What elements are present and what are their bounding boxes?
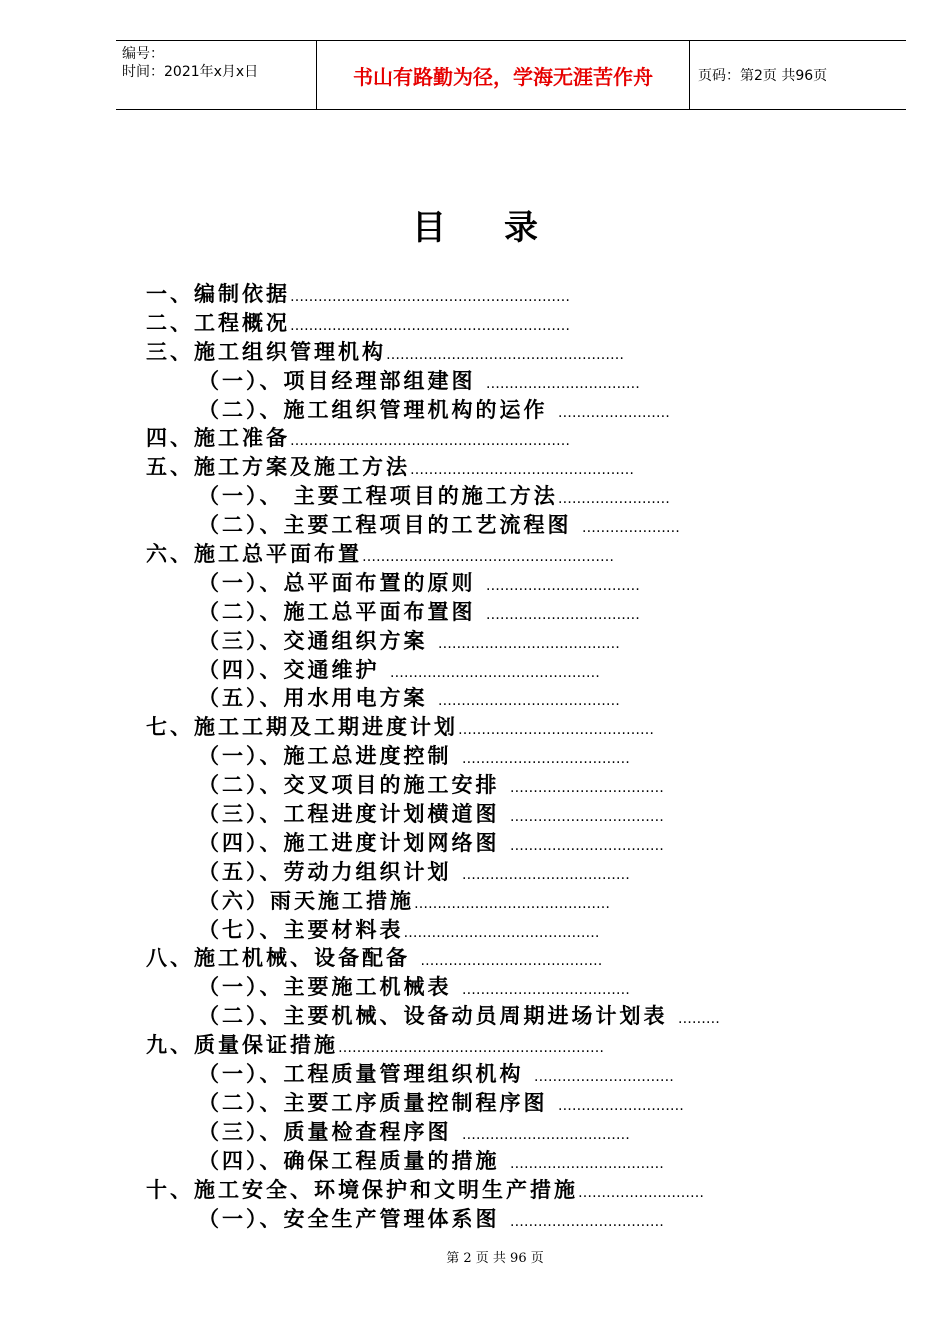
toc-entry-text: （二）、施工组织管理机构的运作 bbox=[198, 397, 558, 422]
toc-entry-text: （四）、交通维护 bbox=[198, 657, 390, 682]
toc-leader-dots: ……………………………… bbox=[461, 982, 630, 999]
toc-entry-text: 六、施工总平面布置 bbox=[146, 542, 362, 567]
toc-entry[interactable] bbox=[146, 944, 766, 973]
toc-entry-text: （三）、交通组织方案 bbox=[198, 628, 438, 653]
toc-entry[interactable] bbox=[146, 1002, 766, 1031]
toc-leader-dots: ……………………………… bbox=[461, 866, 630, 883]
toc-leader-dots: ……………………………… bbox=[461, 1126, 630, 1143]
toc-leader-dots: …………………………………………………… bbox=[290, 433, 570, 450]
code-label: 编号： bbox=[122, 46, 164, 62]
toc-leader-dots: ……………………… bbox=[557, 1097, 684, 1114]
toc-entry[interactable] bbox=[146, 511, 766, 540]
toc-entry[interactable] bbox=[146, 916, 766, 945]
toc-leader-dots: ………………………………………… bbox=[410, 462, 634, 479]
toc-leader-dots: ……………………………………… bbox=[389, 664, 600, 681]
toc-entry[interactable] bbox=[146, 396, 766, 425]
toc-entry[interactable] bbox=[146, 887, 766, 916]
toc-entry[interactable] bbox=[146, 338, 766, 367]
toc-entry-text: 二、工程概况 bbox=[146, 310, 290, 335]
toc-entry-text: （五）、劳动力组织计划 bbox=[198, 859, 462, 884]
toc-entry[interactable] bbox=[146, 569, 766, 598]
toc-entry[interactable] bbox=[146, 973, 766, 1002]
toc-entry-text: 四、施工准备 bbox=[146, 426, 290, 451]
toc-entry[interactable] bbox=[146, 829, 766, 858]
toc-leader-dots: …………………………… bbox=[485, 375, 640, 392]
toc-entry-text: 五、施工方案及施工方法 bbox=[146, 455, 410, 480]
toc-entry[interactable] bbox=[146, 713, 766, 742]
toc-entry[interactable] bbox=[146, 540, 766, 569]
toc-entry[interactable] bbox=[146, 1118, 766, 1147]
toc-leader-dots: …………………………… bbox=[485, 577, 640, 594]
header-table bbox=[116, 40, 906, 110]
toc-leader-dots: ………………………………… bbox=[437, 693, 620, 710]
toc-leader-dots: …………………………… bbox=[509, 809, 664, 826]
toc-entry-text: 十、施工安全、环境保护和文明生产措施 bbox=[146, 1177, 578, 1202]
toc-entry[interactable] bbox=[146, 1089, 766, 1118]
toc-leader-dots: …………………………………………………… bbox=[290, 317, 570, 334]
toc-entry[interactable] bbox=[146, 1176, 766, 1205]
toc-entry[interactable] bbox=[146, 627, 766, 656]
toc-entry-text: （六）雨天施工措施 bbox=[198, 888, 414, 913]
toc-entry-text: （一）、项目经理部组建图 bbox=[198, 368, 486, 393]
toc-entry-text: （二）、施工总平面布置图 bbox=[198, 599, 486, 624]
toc-leader-dots: …………………………… bbox=[485, 606, 640, 623]
toc-entry-text: （三）、工程进度计划横道图 bbox=[198, 802, 510, 827]
page-title: 目录 bbox=[412, 208, 596, 248]
toc-entry[interactable] bbox=[146, 453, 766, 482]
toc-entry[interactable] bbox=[146, 742, 766, 771]
toc-entry-text: 七、施工工期及工期进度计划 bbox=[146, 715, 458, 740]
toc-entry-text: （四）、确保工程质量的措施 bbox=[198, 1148, 510, 1173]
toc-entry[interactable] bbox=[146, 482, 766, 511]
toc-entry-text: 九、质量保证措施 bbox=[146, 1033, 338, 1058]
toc-leader-dots: …………………………… bbox=[509, 1213, 664, 1230]
header-motto: 书山有路勤为径，学海无涯苦作舟 bbox=[316, 41, 690, 109]
toc-entry[interactable] bbox=[146, 309, 766, 338]
toc-entry-text: （三）、质量检查程序图 bbox=[198, 1119, 462, 1144]
toc-leader-dots: …………………………………… bbox=[458, 722, 654, 739]
toc-entry-text: （二）、主要工序质量控制程序图 bbox=[198, 1090, 558, 1115]
toc-entry-text: （二）、主要机械、设备动员周期进场计划表 bbox=[198, 1004, 678, 1029]
toc-leader-dots: ………………… bbox=[581, 520, 680, 537]
toc-entry-text: （四）、施工进度计划网络图 bbox=[198, 830, 510, 855]
toc-leader-dots: ………………………………………………… bbox=[338, 1040, 604, 1057]
table-of-contents bbox=[146, 280, 766, 1233]
toc-leader-dots: ………………………… bbox=[533, 1069, 674, 1086]
toc-entry-text: （一）、施工总进度控制 bbox=[198, 744, 462, 769]
toc-entry-text: （五）、用水用电方案 bbox=[198, 686, 438, 711]
toc-entry-text: 八、施工机械、设备配备 bbox=[146, 946, 421, 971]
toc-leader-dots: ……………………………… bbox=[461, 751, 630, 768]
toc-entry-text: （一）、安全生产管理体系图 bbox=[198, 1206, 510, 1231]
toc-entry[interactable] bbox=[146, 1031, 766, 1060]
toc-leader-dots: ……………………… bbox=[578, 1184, 704, 1201]
toc-entry[interactable] bbox=[146, 771, 766, 800]
toc-entry[interactable] bbox=[146, 280, 766, 309]
toc-entry[interactable] bbox=[146, 1147, 766, 1176]
toc-leader-dots: …………………………… bbox=[509, 1155, 664, 1172]
toc-leader-dots: ………………………………… bbox=[437, 635, 620, 652]
toc-entry-text: 一、编制依据 bbox=[146, 282, 290, 306]
toc-entry[interactable] bbox=[146, 684, 766, 713]
toc-entry[interactable] bbox=[146, 656, 766, 685]
toc-entry-text: （二）、主要工程项目的工艺流程图 bbox=[198, 513, 582, 538]
toc-entry[interactable] bbox=[146, 598, 766, 627]
toc-entry[interactable] bbox=[146, 800, 766, 829]
toc-entry[interactable] bbox=[146, 367, 766, 396]
toc-entry-text: （七）、主要材料表 bbox=[198, 917, 404, 942]
toc-leader-dots: …………………………………… bbox=[414, 895, 610, 912]
toc-leader-dots: …………………………… bbox=[509, 837, 664, 854]
toc-entry-text: （一）、总平面布置的原则 bbox=[198, 570, 486, 595]
toc-leader-dots: …………………… bbox=[557, 491, 670, 508]
toc-entry-text: （二）、交叉项目的施工安排 bbox=[198, 773, 510, 798]
toc-entry-text: （一）、工程质量管理组织机构 bbox=[198, 1062, 534, 1087]
header-meta bbox=[116, 41, 316, 109]
toc-entry-text: （一）、 主要工程项目的施工方法 bbox=[198, 484, 558, 509]
toc-leader-dots: ……………………………………………… bbox=[362, 549, 614, 566]
header-page-info: 页码：第2页 共96页 bbox=[698, 68, 828, 84]
page-footer: 第 2 页 共 96 页 bbox=[446, 1251, 544, 1266]
toc-leader-dots: …………………………………………………… bbox=[290, 289, 570, 305]
toc-entry[interactable] bbox=[146, 424, 766, 453]
toc-entry[interactable] bbox=[146, 858, 766, 887]
toc-leader-dots: …………………………… bbox=[509, 780, 664, 797]
time-label: 时间：2021年x月x日 bbox=[122, 64, 259, 80]
toc-leader-dots: …………………………………… bbox=[403, 924, 600, 941]
toc-entry[interactable] bbox=[146, 1205, 766, 1234]
toc-entry[interactable] bbox=[146, 1060, 766, 1089]
toc-entry-text: （一）、主要施工机械表 bbox=[198, 975, 462, 1000]
toc-leader-dots: …………………… bbox=[557, 404, 670, 421]
toc-entry-text: 三、施工组织管理机构 bbox=[146, 339, 386, 364]
toc-leader-dots: ……… bbox=[677, 1011, 720, 1028]
toc-leader-dots: …………………………………………… bbox=[386, 346, 624, 363]
toc-leader-dots: ………………………………… bbox=[420, 953, 603, 970]
